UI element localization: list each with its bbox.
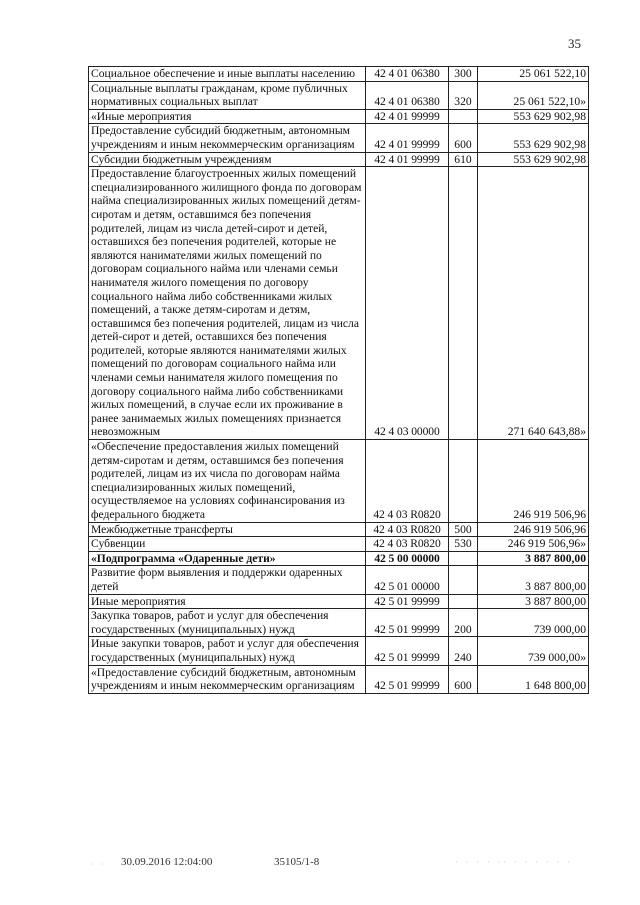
row-expense-type: 500 — [449, 522, 478, 537]
row-name: Предоставление благоустроенных жилых помещений специализированного жилищного фонда по договорам найма специализированных жилых помещений детям-сиротам и детям, оставшимся без попечения родителей, лицам из числа детей-сирот и детей, оставшихся без попечения родителей, которые не являются нанимателями жилых помещений по договорам социального найма или членами семьи нанимателя жилого помещения по договору социального найма либо собственниками жилых помещений, а также детям-сиротам и детям, оставшимся без попечения родителей, лицам из числа детей-сирот и детей, оставшихся без попечения родителей, которые являются нанимателями жилых помещений по договорам социального найма или членами семьи нанимателя жилого помещения по договору социального найма либо собственниками жилых помещений, в случае если их проживание в ранее занимаемых жилых помещениях признается невозможным — [89, 167, 366, 440]
row-expense-type — [449, 551, 478, 566]
budget-table — [88, 66, 589, 694]
row-code: 42 4 01 06380 — [366, 81, 449, 109]
scan-noise: · · — [90, 860, 107, 869]
row-name: Иные мероприятия — [89, 594, 366, 609]
row-expense-type: 320 — [449, 81, 478, 109]
table-row — [89, 67, 589, 82]
row-expense-type: 530 — [449, 537, 478, 552]
row-code: 42 5 01 99999 — [366, 594, 449, 609]
row-code: 42 5 01 99999 — [366, 609, 449, 637]
row-name: «Иные мероприятия — [89, 109, 366, 124]
table-row — [89, 109, 589, 124]
table-row — [89, 522, 589, 537]
row-name: Социальные выплаты гражданам, кроме публичных нормативных социальных выплат — [89, 81, 366, 109]
row-sum: 739 000,00 — [478, 609, 589, 637]
row-expense-type — [449, 167, 478, 440]
table-row — [89, 566, 589, 594]
row-name: Развитие форм выявления и поддержки одаренных детей — [89, 566, 366, 594]
row-code: 42 4 03 R0820 — [366, 522, 449, 537]
table-row — [89, 637, 589, 665]
table-row — [89, 152, 589, 167]
row-sum: 1 648 800,00 — [478, 665, 589, 693]
row-sum: 246 919 506,96 — [478, 522, 589, 537]
row-name: «Подпрограмма «Одаренные дети» — [89, 551, 366, 566]
row-sum: 246 919 506,96 — [478, 440, 589, 523]
budget-table-body — [89, 67, 589, 694]
table-row — [89, 440, 589, 523]
table-row — [89, 594, 589, 609]
table-row — [89, 665, 589, 693]
row-sum: 246 919 506,96» — [478, 537, 589, 552]
row-code: 42 5 00 00000 — [366, 551, 449, 566]
row-code: 42 5 01 00000 — [366, 566, 449, 594]
row-sum: 271 640 643,88» — [478, 167, 589, 440]
row-expense-type: 610 — [449, 152, 478, 167]
row-sum: 25 061 522,10 — [478, 67, 589, 82]
row-name: «Обеспечение предоставления жилых помещений детям-сиротам и детям, оставшимся без попечения родителей, лицам из их числа по договорам найма специализированных жилых помещений, осуществляемое на условиях софинансирования из федерального бюджета — [89, 440, 366, 523]
row-name: Субсидии бюджетным учреждениям — [89, 152, 366, 167]
row-sum: 553 629 902,98 — [478, 109, 589, 124]
table-row — [89, 167, 589, 440]
row-expense-type: 200 — [449, 609, 478, 637]
row-name: Межбюджетные трансферты — [89, 522, 366, 537]
table-row — [89, 609, 589, 637]
row-code: 42 4 01 99999 — [366, 152, 449, 167]
row-code: 42 4 01 99999 — [366, 124, 449, 152]
row-name: «Предоставление субсидий бюджетным, автономным учреждениям и иным некоммерческим организациям — [89, 665, 366, 693]
row-code: 42 5 01 99999 — [366, 637, 449, 665]
row-expense-type: 300 — [449, 67, 478, 82]
row-name: Субвенции — [89, 537, 366, 552]
row-sum: 553 629 902,98 — [478, 152, 589, 167]
table-row — [89, 551, 589, 566]
row-expense-type — [449, 440, 478, 523]
row-sum: 3 887 800,00 — [478, 566, 589, 594]
page-number: 35 — [568, 36, 581, 51]
row-expense-type — [449, 109, 478, 124]
footer-datetime: 30.09.2016 12:04:00 — [121, 856, 213, 868]
table-row — [89, 537, 589, 552]
row-code: 42 5 01 99999 — [366, 665, 449, 693]
scan-noise: · · · · ·· · · · · · · — [455, 858, 573, 867]
row-sum: 3 887 800,00 — [478, 594, 589, 609]
row-expense-type — [449, 594, 478, 609]
row-name: Закупка товаров, работ и услуг для обеспечения государственных (муниципальных) нужд — [89, 609, 366, 637]
row-code: 42 4 03 R0820 — [366, 537, 449, 552]
row-sum: 25 061 522,10» — [478, 81, 589, 109]
row-name: Предоставление субсидий бюджетным, автономным учреждениям и иным некоммерческим организациям — [89, 124, 366, 152]
row-expense-type — [449, 566, 478, 594]
footer-doc-number: 35105/1-8 — [274, 856, 320, 868]
row-expense-type: 600 — [449, 665, 478, 693]
row-sum: 739 000,00» — [478, 637, 589, 665]
row-name: Социальное обеспечение и иные выплаты населению — [89, 67, 366, 82]
row-expense-type: 600 — [449, 124, 478, 152]
row-name: Иные закупки товаров, работ и услуг для обеспечения государственных (муниципальных) нужд — [89, 637, 366, 665]
row-expense-type: 240 — [449, 637, 478, 665]
row-code: 42 4 03 R0820 — [366, 440, 449, 523]
row-code: 42 4 01 99999 — [366, 109, 449, 124]
row-code: 42 4 01 06380 — [366, 67, 449, 82]
table-row — [89, 81, 589, 109]
row-sum: 3 887 800,00 — [478, 551, 589, 566]
row-code: 42 4 03 00000 — [366, 167, 449, 440]
table-row — [89, 124, 589, 152]
row-sum: 553 629 902,98 — [478, 124, 589, 152]
